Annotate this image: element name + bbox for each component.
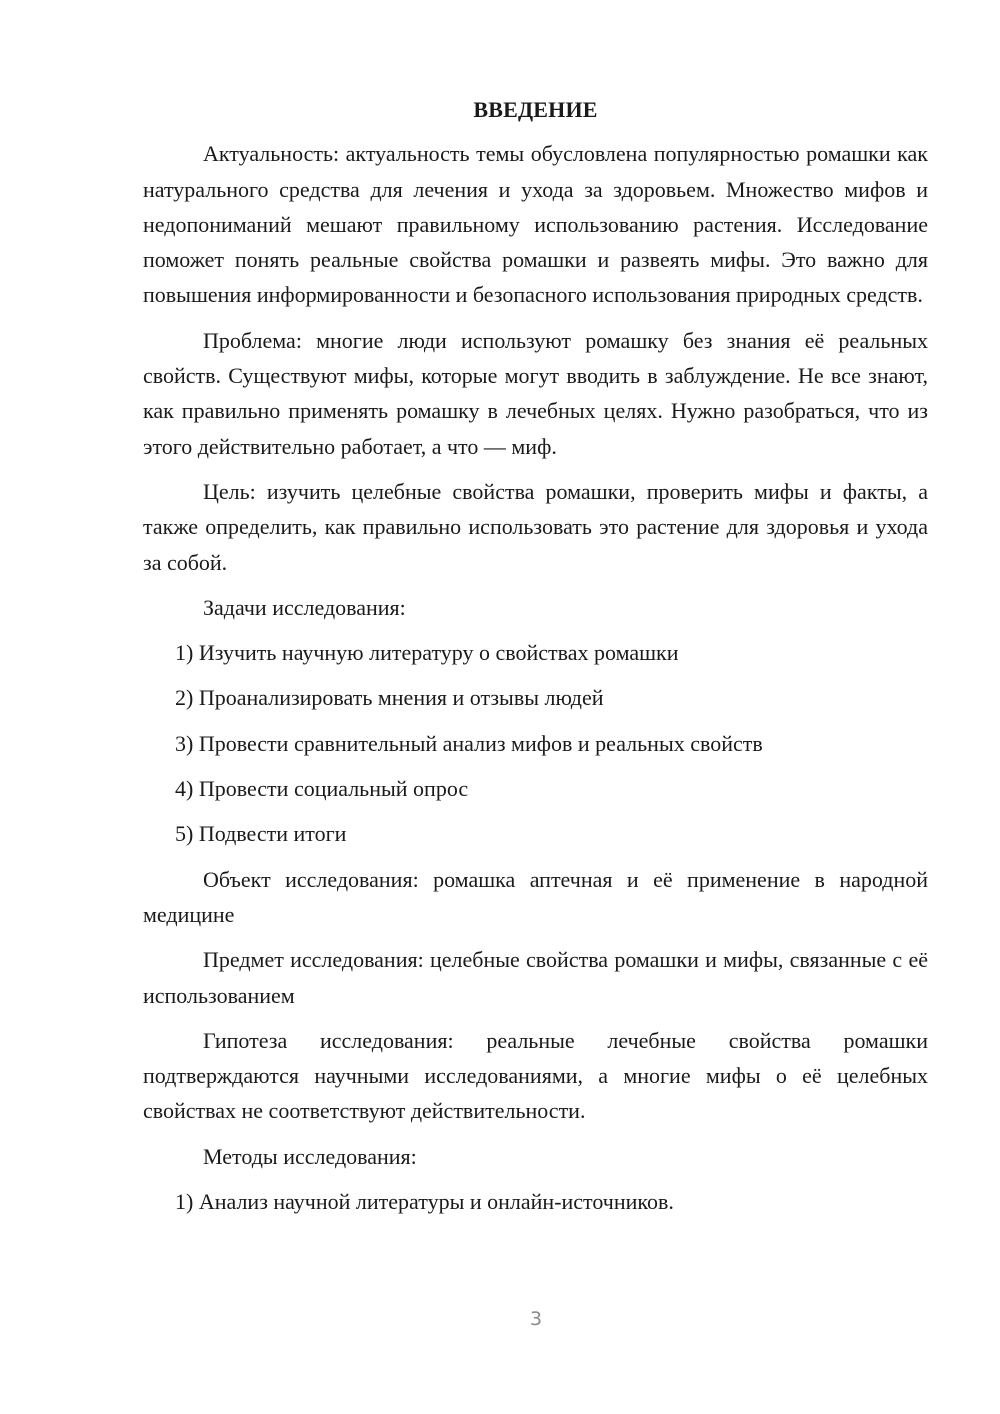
object-paragraph: Объект исследования: ромашка аптечная и её применение в народной медицине [143, 866, 928, 927]
method-item: 1) Анализ научной литературы и онлайн-источников. [175, 1189, 674, 1215]
section-heading: ВВЕДЕНИЕ [473, 97, 598, 122]
task-item: 5) Подвести итоги [175, 821, 347, 847]
relevance-paragraph: Актуальность: актуальность темы обусловлена популярностью ромашки как натурального средства для лечения и ухода за здоровьем. Множество мифов и недопониманий мешают правильному использованию растения. Исследование поможет понять реальные свойства ромашки и развеять мифы. Это важно для повышения информированности и безопасного использования природных средств. [143, 141, 928, 308]
tasks-label: Задачи исследования: [203, 594, 406, 620]
page-number: 3 [529, 1308, 543, 1330]
methods-list [143, 1184, 928, 1219]
task-item: 4) Провести социальный опрос [175, 776, 469, 802]
problem-paragraph: Проблема: многие люди используют ромашку без знания её реальных свойств. Существуют мифы, которые могут вводить в заблуждение. Не все знают, как правильно применять ромашку в лечебных целях. Нужно разобраться, что из этого действительно работает, а что — миф. [143, 327, 928, 459]
page-content [143, 92, 928, 1229]
goal-paragraph: Цель: изучить целебные свойства ромашки, проверить мифы и факты, а также определить, как правильно использовать это растение для здоровья и ухода за собой. [143, 478, 928, 575]
hypothesis-paragraph: Гипотеза исследования: реальные лечебные свойства ромашки подтверждаются научными исследованиями, а многие мифы о её целебных свойствах не соответствуют действительности. [143, 1027, 928, 1124]
task-item: 1) Изучить научную литературу о свойствах ромашки [175, 640, 679, 666]
tasks-list [143, 635, 928, 851]
task-item: 2) Проанализировать мнения и отзывы людей [175, 685, 604, 711]
methods-label: Методы исследования: [203, 1143, 417, 1169]
subject-paragraph: Предмет исследования: целебные свойства ромашки и мифы, связанные с её использованием [143, 947, 928, 1008]
task-item: 3) Провести сравнительный анализ мифов и реальных свойств [175, 730, 763, 756]
